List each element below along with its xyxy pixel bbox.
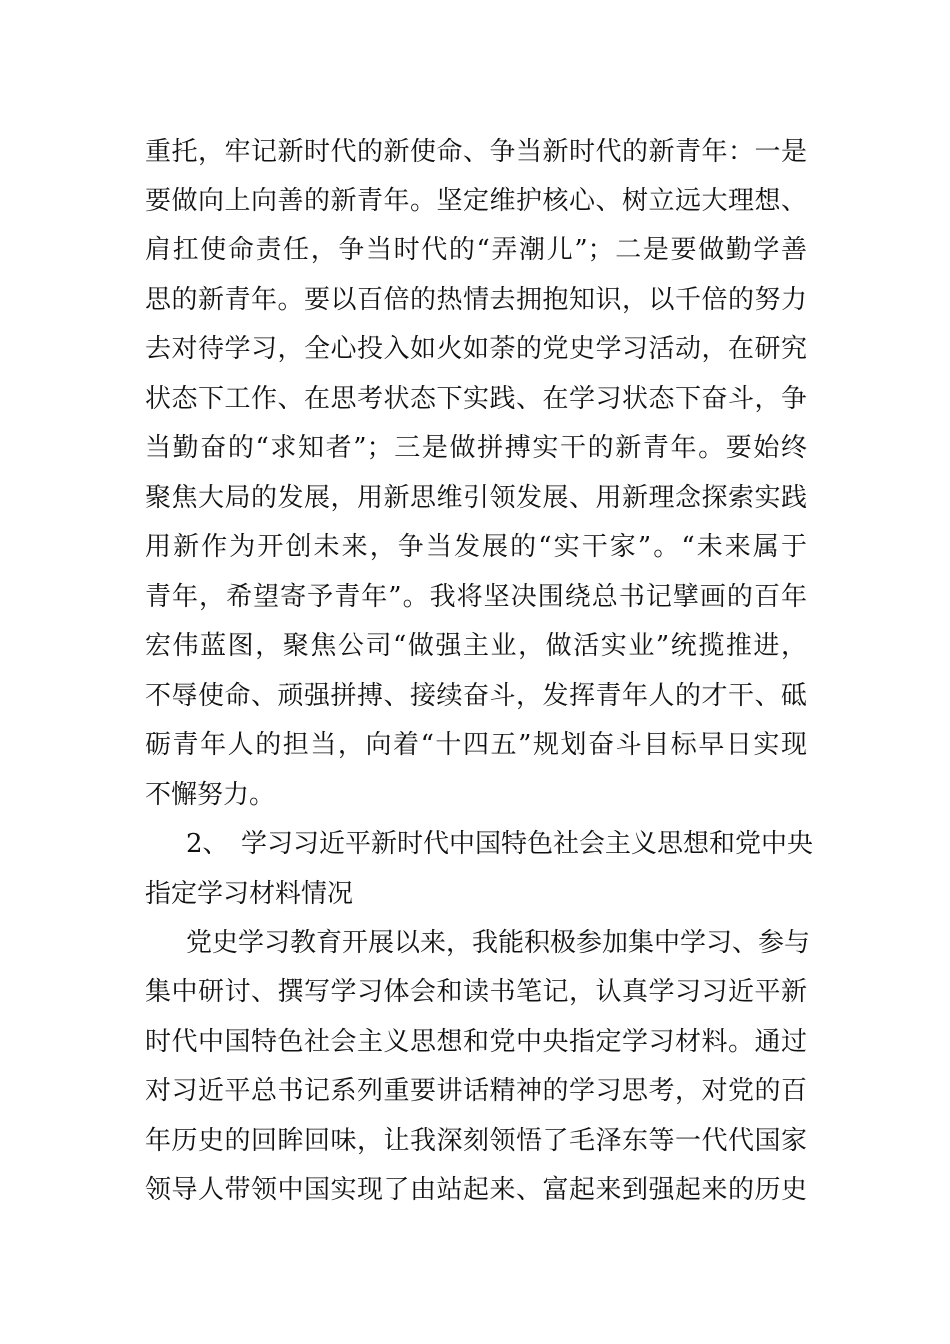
section-number: 2、 bbox=[186, 829, 229, 859]
text-line: 党史学习教育开展以来，我能积极参加集中学习、参与 bbox=[186, 928, 811, 958]
text-line: 不辱使命、顽强拼搏、接续奋斗，发挥青年人的才干、砥 bbox=[145, 681, 807, 711]
text-line: 青年，希望寄予青年”。我将坚决围绕总书记擘画的百年 bbox=[145, 582, 807, 612]
text-line: 领导人带领中国实现了由站起来、富起来到强起来的历史 bbox=[145, 1175, 807, 1205]
text-line: 宏伟蓝图，聚焦公司“做强主业，做活实业”统揽推进， bbox=[145, 631, 807, 661]
text-line: 思的新青年。要以百倍的热情去拥抱知识，以千倍的努力 bbox=[145, 285, 807, 315]
text-line: 当勤奋的“求知者”；三是做拼搏实干的新青年。要始终 bbox=[145, 433, 807, 463]
text-line: 砺青年人的担当，向着“十四五”规划奋斗目标早日实现 bbox=[145, 730, 807, 760]
text-line: 去对待学习，全心投入如火如荼的党史学习活动，在研究 bbox=[145, 334, 807, 364]
text-line: 状态下工作、在思考状态下实践、在学习状态下奋斗，争 bbox=[145, 384, 807, 414]
text-line: 不懈努力。 bbox=[145, 780, 276, 810]
section-title-line: 学习习近平新时代中国特色社会主义思想和党中央 bbox=[241, 829, 814, 859]
text-line: 用新作为开创未来，争当发展的“实干家”。“未来属于 bbox=[145, 532, 807, 562]
text-line: 肩扛使命责任，争当时代的“弄潮儿”；二是要做勤学善 bbox=[145, 235, 807, 265]
text-line: 聚焦大局的发展，用新思维引领发展、用新理念探索实践 bbox=[145, 483, 807, 513]
section-title-line: 指定学习材料情况 bbox=[145, 879, 354, 909]
text-line: 时代中国特色社会主义思想和党中央指定学习材料。通过 bbox=[145, 1027, 807, 1057]
text-line: 重托，牢记新时代的新使命、争当新时代的新青年：一是 bbox=[145, 137, 807, 167]
text-line: 年历史的回眸回味，让我深刻领悟了毛泽东等一代代国家 bbox=[145, 1126, 807, 1156]
text-line: 要做向上向善的新青年。坚定维护核心、树立远大理想、 bbox=[145, 186, 807, 216]
text-line: 对习近平总书记系列重要讲话精神的学习思考，对党的百 bbox=[145, 1076, 807, 1106]
text-line: 集中研讨、撰写学习体会和读书笔记，认真学习习近平新 bbox=[145, 977, 807, 1007]
